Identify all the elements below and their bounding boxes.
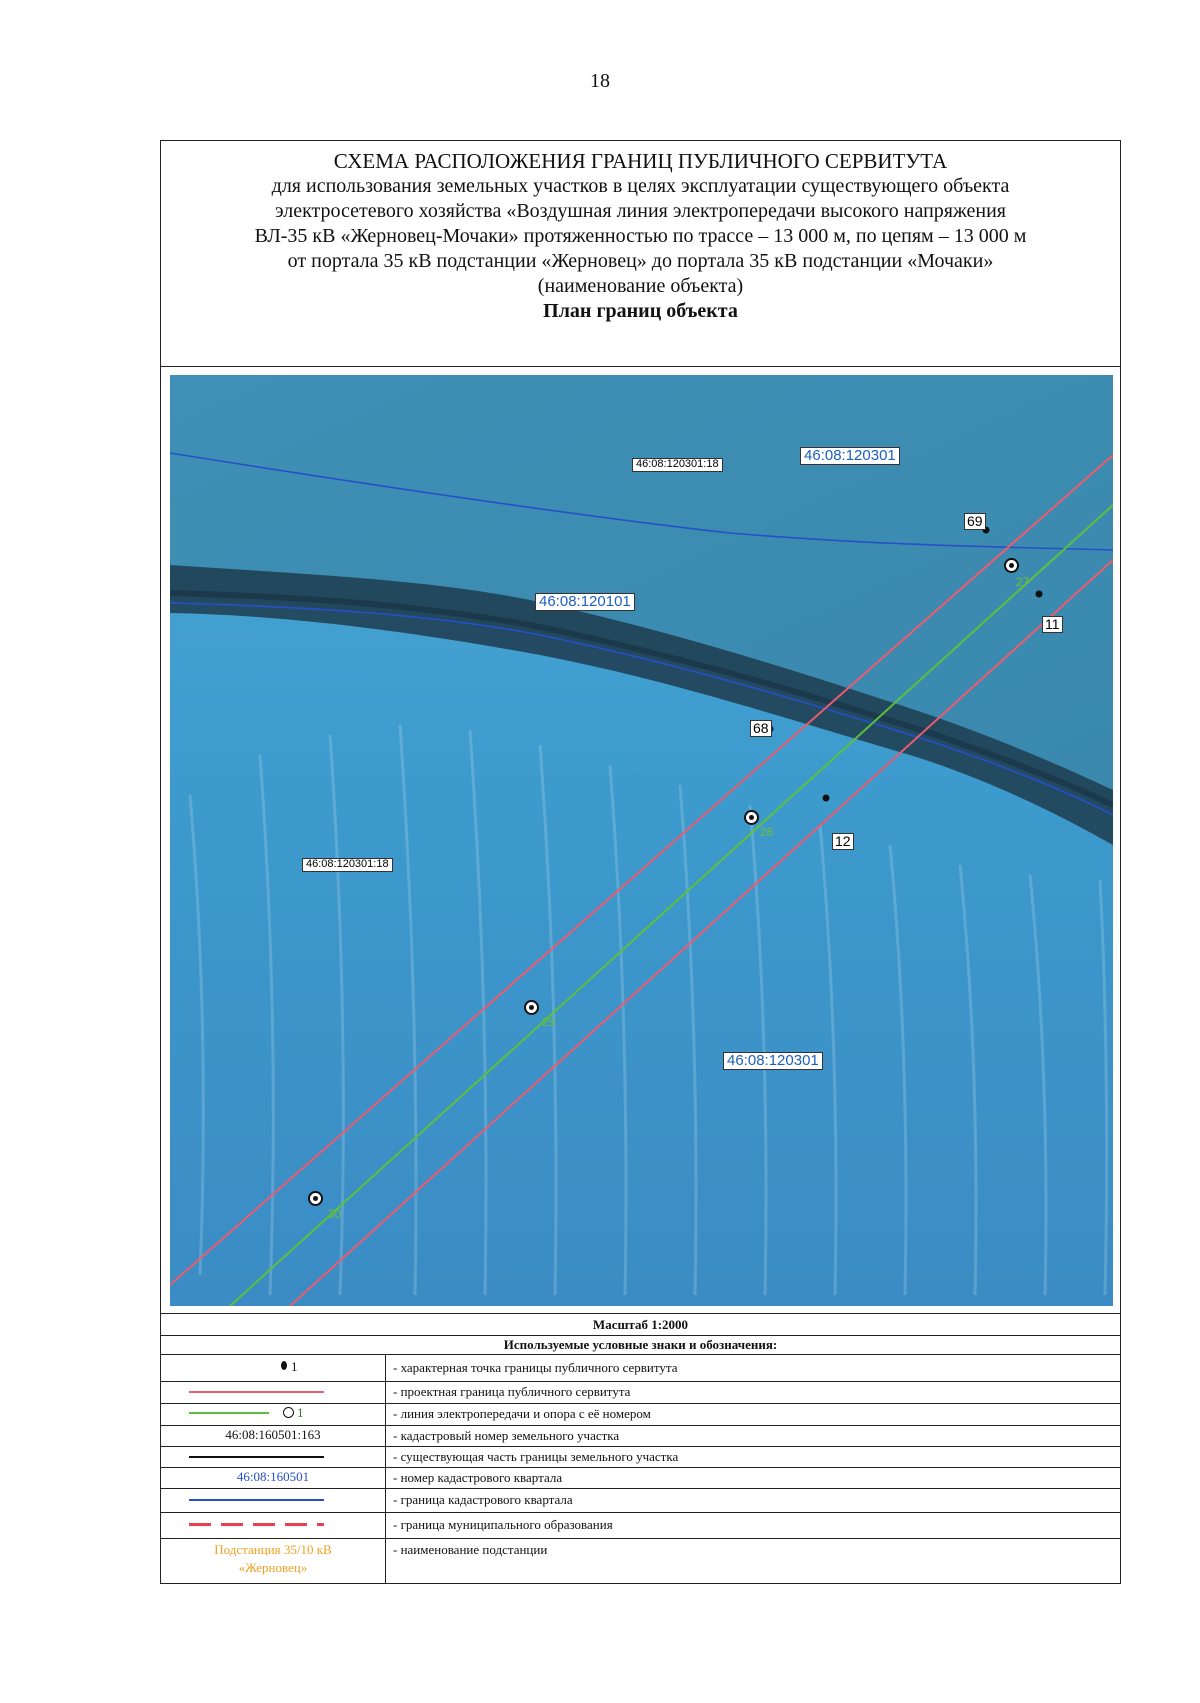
legend-row: [161, 1354, 1120, 1382]
boundary-point-11: [1036, 591, 1043, 598]
map-view[interactable]: [170, 375, 1113, 1306]
legend-text: - проектная граница публичного сервитута: [393, 1384, 631, 1399]
legend-row: [161, 1467, 1120, 1489]
object-caption: (наименование объекта): [537, 275, 744, 297]
legend-text: - граница муниципального образования: [393, 1517, 613, 1532]
map-scale: Масштаб 1:2000: [161, 1314, 1120, 1336]
point-number-label: 69: [964, 513, 986, 530]
object-description-line-3: ВЛ-35 кВ «Жерновец-Мочаки» протяженностью по трассе – 13 000 м, по цепям – 13 000 м: [254, 225, 1027, 247]
point-marker-icon: [281, 1361, 287, 1370]
pole-icon: [308, 1191, 323, 1206]
legend-text: - граница кадастрового квартала: [393, 1492, 573, 1507]
legend-row: [161, 1512, 1120, 1539]
legend-text: - кадастровый номер земельного участка: [393, 1427, 620, 1443]
legend-symbol-label: 1: [291, 1359, 298, 1374]
parcel-number-label: 46:08:120301:18: [632, 458, 723, 472]
legend-row: [161, 1446, 1120, 1468]
cadastral-quarter-label: 46:08:120301: [723, 1052, 823, 1070]
legend-symbol-label: 46:08:160501:163: [225, 1427, 321, 1442]
legend-text: - характерная точка границы публичного сервитута: [393, 1359, 678, 1375]
legend-row: [161, 1488, 1120, 1513]
legend-row: [161, 1425, 1120, 1447]
pole-icon: [283, 1407, 294, 1418]
point-number-label: 11: [1042, 616, 1063, 633]
point-number-label: 68: [750, 720, 772, 737]
power-line-icon: [189, 1412, 269, 1414]
pole-number: 29: [542, 1015, 556, 1029]
quarter-boundary-line-icon: [189, 1499, 324, 1501]
legend-text: - существующая часть границы земельного участка: [393, 1448, 679, 1464]
plan-subtitle: План границ объекта: [543, 300, 738, 322]
municipal-boundary-dashed-icon: [189, 1523, 324, 1526]
pole-icon: [744, 810, 759, 825]
legend-symbol-label: «Жерновец»: [238, 1560, 308, 1575]
cadastral-quarter-label: 46:08:120301: [800, 447, 900, 465]
pole-icon: [1004, 558, 1019, 573]
servitude-boundary-line-icon: [189, 1391, 324, 1393]
page-number: 18: [590, 70, 610, 92]
object-description-line-2: электросетевого хозяйства «Воздушная линия электропередачи высокого напряжения: [274, 200, 1007, 222]
legend-row: [161, 1381, 1120, 1404]
object-description-line-1: для использования земельных участков в целях эксплуатации существующего объекта: [271, 175, 1010, 197]
scheme-title: СХЕМА РАСПОЛОЖЕНИЯ ГРАНИЦ ПУБЛИЧНОГО СЕРВИТУТА: [333, 149, 948, 173]
legend-text: - линия электропередачи и опора с её номером: [393, 1406, 651, 1421]
object-description-line-4: от портала 35 кВ подстанции «Жерновец» до портала 35 кВ подстанции «Мочаки»: [287, 250, 994, 272]
map-frame: [160, 367, 1121, 1313]
legend-table: [160, 1313, 1121, 1584]
pole-number: 28: [760, 825, 774, 839]
boundary-point-12: [823, 795, 830, 802]
legend-symbol-label: Подстанция 35/10 кВ: [214, 1542, 332, 1557]
legend-text: - наименование подстанции: [393, 1542, 548, 1557]
legend-text: - номер кадастрового квартала: [393, 1469, 563, 1485]
cadastral-quarter-label: 46:08:120101: [535, 593, 635, 611]
parcel-boundary-line-icon: [189, 1456, 324, 1458]
point-number-label: 12: [832, 833, 854, 850]
pole-icon: [524, 1000, 539, 1015]
title-block: [160, 140, 1121, 367]
parcel-number-label: 46:08:120301:18: [302, 858, 393, 872]
legend-heading: Используемые условные знаки и обозначения:: [161, 1335, 1120, 1355]
pole-number: 30: [328, 1207, 342, 1221]
legend-row: [161, 1538, 1120, 1583]
legend-symbol-label: 46:08:160501: [236, 1469, 310, 1484]
legend-row: [161, 1403, 1120, 1426]
legend-symbol-label: 1: [297, 1405, 304, 1420]
pole-number: 27: [1016, 575, 1030, 589]
